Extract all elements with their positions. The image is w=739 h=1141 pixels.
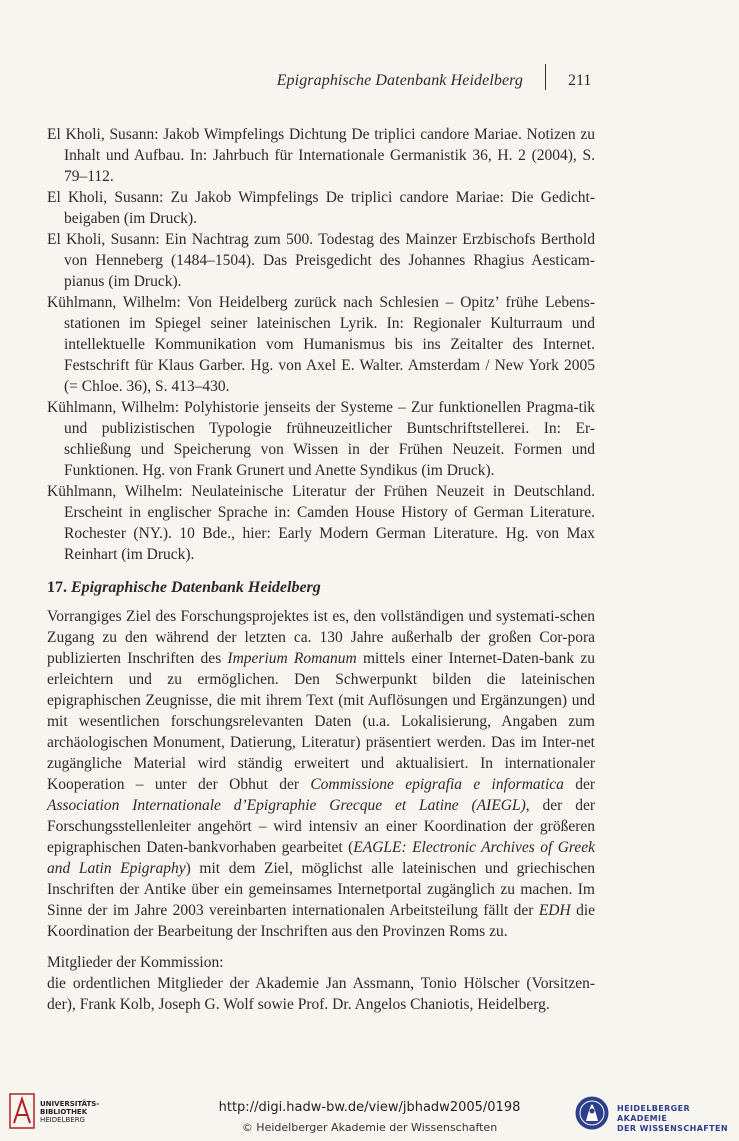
members-heading: Mitglieder der Kommission:: [47, 954, 224, 971]
academy-label: [617, 1104, 739, 1134]
ub-line: HEIDELBERG: [40, 1116, 85, 1124]
commission-members: [47, 952, 595, 1015]
source-url-link[interactable]: http://digi.hadw-bw.de/view/jbhadw2005/0198: [218, 1100, 521, 1115]
ub-line: BIBLIOTHEK: [40, 1108, 88, 1116]
section-paragraph: [47, 606, 595, 942]
section-epigraphische-datenbank: [47, 579, 595, 1015]
page-number: 211: [568, 72, 592, 89]
bibliography-list: [47, 124, 595, 565]
page-footer: [0, 1088, 739, 1141]
italic-term: Imperium Romanum: [227, 650, 357, 667]
text-run: der: [563, 776, 596, 793]
text-run: , der der Forschungsstellenleiter angehört – wird intensiv an einer Koordination der größeren epigraphischen Daten-bankvorhaben gearbeitet (: [47, 797, 595, 856]
bibliography-entry: Kühlmann, Wilhelm: Neulateinische Literatur der Frühen Neuzeit in Deutschland. Erscheint in englischer Sprache in: Camden House History of German Literature. Rochester (NY.). 10 Bde., hier: Early Modern German Literature. Hg. von Max Reinhart (im Druck).: [47, 483, 595, 563]
academy-line: DER WISSENSCHAFTEN: [617, 1124, 728, 1133]
bibliography-entry: Kühlmann, Wilhelm: Von Heidelberg zurück nach Schlesien – Opitz’ frühe Lebens-stationen im Spiegel seiner lateinischen Lyrik. In: Regionaler Kulturraum und intellektuelle Kommunikation vom Humanismus bis ins Zeitalter des Internet. Festschrift für Klaus Garber. Hg. von Axel E. Walter. Amsterdam / New York 2005 (= Chloe. 36), S. 413–430.: [47, 294, 595, 395]
academy-line: HEIDELBERGER AKADEMIE: [617, 1104, 691, 1123]
bibliography-entry: El Kholi, Susann: Ein Nachtrag zum 500. Todestag des Mainzer Erzbischofs Berthold von Henneberg (1484–1504). Das Preisgedicht des Johannes Rhagius Aesticam-pianus (im Druck).: [47, 231, 595, 290]
section-number: 17.: [47, 579, 67, 596]
text-run: die Koordination der Bearbeitung der Inschriften aus den Provinzen Roms zu.: [47, 902, 596, 940]
running-title: Epigraphische Datenbank Heidelberg: [276, 72, 523, 89]
text-run: mittels einer Internet-Daten-bank zu erleichtern und zu ermöglichen. Den Schwerpunkt bilden die lateinischen epigraphischen Zeugnisse, die mit ihrem Text (mit Auflösungen und Ergänzungen) und mit wesentlichen forschungsrelevanten Daten (u.a. Lokalisierung, Angaben zum archäologischen Monument, Datierung, Literatur) präsentiert werden. Das im Inter-net zugängliche Material wird ständig erweitert und aktualisiert. In internationaler Kooperation – unter der Obhut der: [47, 650, 595, 793]
italic-term: EDH: [538, 902, 571, 919]
italic-term: Association Internationale d’Epigraphie Grecque et Latine (AIEGL): [47, 797, 526, 814]
section-heading: [47, 579, 595, 597]
bibliography-entry: Kühlmann, Wilhelm: Polyhistorie jenseits der Systeme – Zur funktionellen Pragma-tik und publizistischen Typologie frühneuzeitlicher Buntschriftstellerei. In: Er-schließung und Speicherung von Wissen in der Frühen Neuzeit. Formen und Funktionen. Hg. von Frank Grunert und Anette Syndikus (im Druck).: [47, 399, 595, 479]
copyright-notice: © Heidelberger Akademie der Wissenschaften: [241, 1121, 498, 1134]
bibliography-entry: El Kholi, Susann: Zu Jakob Wimpfelings De triplici candore Mariae: Die Gedicht-beigaben (im Druck).: [47, 189, 595, 227]
italic-term: Commissione epigrafia e informatica: [310, 776, 564, 793]
ub-line: UNIVERSITÄTS-: [40, 1100, 100, 1108]
italic-term: EAGLE: Electronic Archives of Greek and Latin Epigraphy: [47, 839, 595, 877]
section-title: Epigraphische Datenbank Heidelberg: [71, 579, 321, 596]
academy-seal-icon: [574, 1095, 610, 1131]
header-divider: [545, 64, 546, 90]
members-text: die ordentlichen Mitglieder der Akademie Jan Assmann, Tonio Hölscher (Vorsitzen-der), Frank Kolb, Joseph G. Wolf sowie Prof. Dr. Angelos Chaniotis, Heidelberg.: [47, 975, 595, 1013]
text-run: ) mit dem Ziel, möglichst alle lateinischen und griechischen Inschriften der Antike über ein gemeinsames Internetportal zugänglich zu machen. Im Sinne der im Jahre 2003 vereinbarten internationalen Arbeitsteilung fällt der: [47, 860, 596, 919]
text-run: Vorrangiges Ziel des Forschungsprojektes ist es, den vollständigen und systemati-schen Zugang zu den während der letzten ca. 130 Jahre außerhalb der großen Cor-pora publizierten Inschriften des: [47, 608, 595, 667]
page-header: [0, 70, 739, 94]
bibliography-entry: El Kholi, Susann: Jakob Wimpfelings Dichtung De triplici candore Mariae. Notizen zu Inhalt und Aufbau. In: Jahrbuch für Internationale Germanistik 36, H. 2 (2004), S. 79–112.: [47, 126, 595, 185]
